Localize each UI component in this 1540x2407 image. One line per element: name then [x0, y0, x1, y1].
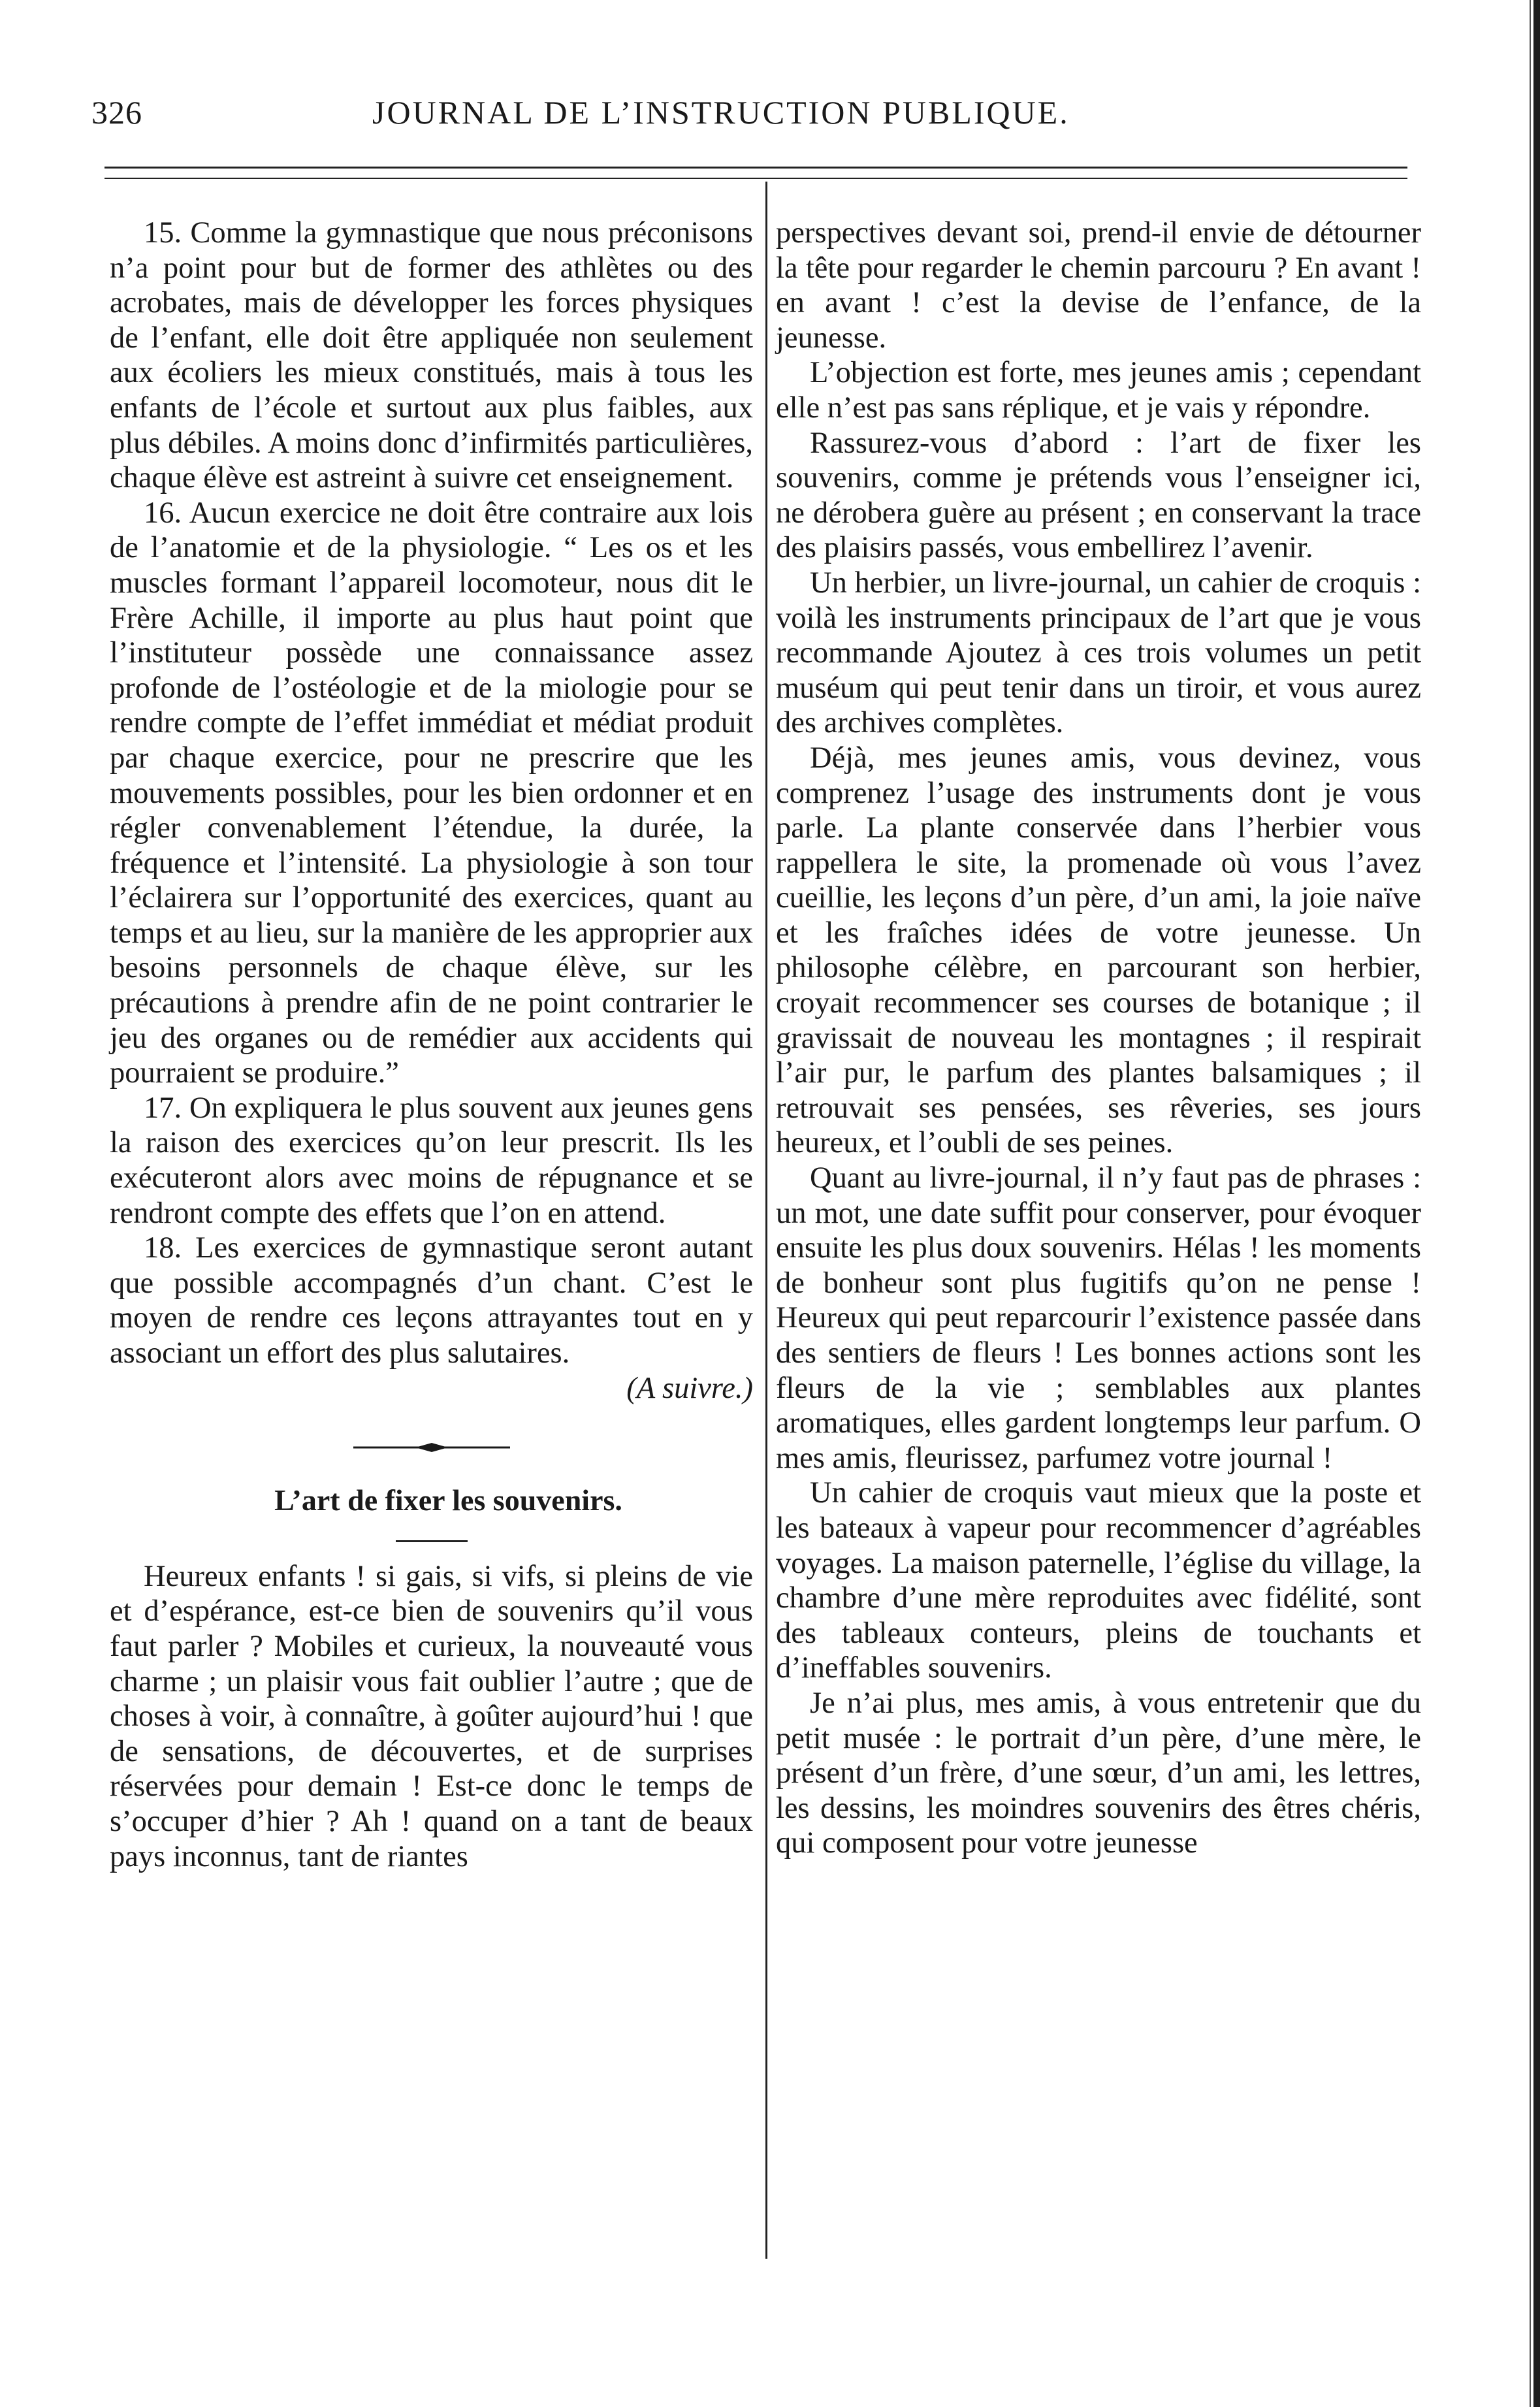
paragraph-objection: L’objection est forte, mes jeunes amis ; cependant elle n’est pas sans réplique, et je vais y répondre.: [776, 356, 1421, 425]
left-column: [110, 216, 753, 1874]
paragraph-17: 17. On expliquera le plus souvent aux jeunes gens la raison des exercices qu’on leur prescrit. Ils les exécuteront alors avec moins de répugnance et se rendront compte des effets que l’on en attend.: [110, 1091, 753, 1230]
paragraph-18: 18. Les exercices de gymnastique seront autant que possible accompagnés d’un chant. C’est le moyen de rendre ces leçons attrayantes tout en y associant un effort des plus salutaires.: [110, 1231, 753, 1370]
section-intro: Heureux enfants ! si gais, si vifs, si pleins de vie et d’espérance, est-ce bien de souvenirs qu’il vous faut parler ? Mobiles et curieux, la nouveauté vous charme ; un plaisir vous fait oublier l’autre ; que de choses à voir, à connaître, à goûter aujourd’hui ! que de sensations, de découvertes, et de surprises réservées pour demain ! Est-ce donc le temps de s’occuper d’hier ? Ah ! quand on a tant de beaux pays inconnus, tant de riantes: [110, 1559, 753, 1873]
paragraph-cahier-croquis: Un cahier de croquis vaut mieux que la poste et les bateaux à vapeur pour recommencer d’agréables voyages. La maison paternelle, l’église du village, la chambre d’une mère reproduites avec fidélité, sont des tableaux conteurs, pleins de touchants et d’ineffables souvenirs.: [776, 1476, 1421, 1685]
paragraph-instruments: Un herbier, un livre-journal, un cahier de croquis : voilà les instruments principaux de l’art que je vous recommande Ajoutez à ces trois volumes un petit muséum qui peut tenir dans un tiroir, et vous aurez des archives complètes.: [776, 566, 1421, 740]
page-number: 326: [91, 94, 142, 131]
running-header: [91, 88, 1156, 147]
paragraph-16: 16. Aucun exercice ne doit être contraire aux lois de l’anatomie et de la physiologie. “ Les os et les muscles formant l’appareil locomoteur, nous dit le Frère Achille, il importe au plus haut point que l’instituteur possède une connaissance assez profonde de l’ostéologie et de la miologie pour se rendre compte de l’effet immédiat et médiat produit par chaque exercice, pour ne prescrire que les mouvements possibles, pour les bien ordonner et en régler convenablement l’étendue, la durée, la fréquence et l’intensité. La physiologie à son tour l’éclairera sur l’opportunité des exercices, quant au temps et au lieu, sur la manière de les approprier aux besoins personnels de chaque élève, sur les précautions à prendre afin de ne point contrarier le jeu des organes ou de remédier aux accidents qui pourraient se produire.”: [110, 496, 753, 1090]
continuation-paragraph: perspectives devant soi, prend-il envie de détourner la tête pour regarder le chemin parcouru ? En avant ! en avant ! c’est la devise de l’enfance, de la jeunesse.: [776, 216, 1421, 355]
to-be-continued: (A suivre.): [626, 1371, 753, 1405]
section-short-rule: [396, 1540, 468, 1542]
running-title: JOURNAL DE L’INSTRUCTION PUBLIQUE.: [372, 94, 1070, 131]
paragraph-rassurez: Rassurez-vous d’abord : l’art de fixer les souvenirs, comme je prétends vous l’enseigner ici, ne dérobera guère au présent ; en conservant la trace des plaisirs passés, vous embellirez l’avenir.: [776, 426, 1421, 565]
header-double-rule: [104, 167, 1407, 179]
right-column: [776, 216, 1421, 1861]
column-divider: [765, 182, 767, 2259]
paragraph-livre-journal: Quant au livre-journal, il n’y faut pas de phrases : un mot, une date suffit pour conserver, pour évoquer ensuite les plus doux souvenirs. Hélas ! les moments de bonheur sont plus fugitifs qu’on ne pense ! Heureux qui peut reparcourir l’existence passée dans des sentiers de fleurs ! Les bonnes actions sont les fleurs de la vie ; semblables aux plantes aromatiques, elles gardent longtemps leur parfum. O mes amis, fleurissez, parfumez votre journal !: [776, 1161, 1421, 1475]
paragraph-15: 15. Comme la gymnastique que nous préconisons n’a point pour but de former des athlètes ou des acrobates, mais de développer les forces physiques de l’enfant, elle doit être appliquée non seulement aux écoliers les mieux constitués, mais à tous les enfants de l’école et surtout aux plus faibles, aux plus débiles. A moins donc d’infirmités particulières, chaque élève est astreint à suivre cet enseignement.: [110, 216, 753, 495]
paragraph-herbier: Déjà, mes jeunes amis, vous devinez, vous comprenez l’usage des instruments dont je vous parle. La plante conservée dans l’herbier vous rappellera le site, la promenade où vous l’avez cueillie, les leçons d’un père, d’un ami, la joie naïve et les fraîches idées de votre jeunesse. Un philosophe célèbre, en parcourant son herbier, croyait recommencer ses courses de botanique ; il gravissait de nouveau les montagnes ; il respirait l’air pur, le parfum des plantes balsamiques ; il retrouvait ses pensées, ses rêveries, ses jours heureux, et l’oubli de ses peines.: [776, 741, 1421, 1160]
page-edge: [1533, 0, 1540, 2407]
paragraph-petit-musee: Je n’ai plus, mes amis, à vous entretenir que du petit musée : le portrait d’un père, d’une mère, le présent d’un frère, d’une sœur, d’un ami, les lettres, les dessins, les moindres souvenirs des êtres chéris, qui composent pour votre jeunesse: [776, 1686, 1421, 1860]
section-ornament-icon: [353, 1441, 510, 1454]
section-title: L’art de fixer les souvenirs.: [274, 1483, 622, 1517]
page-edge-shadow: [1530, 0, 1531, 2407]
